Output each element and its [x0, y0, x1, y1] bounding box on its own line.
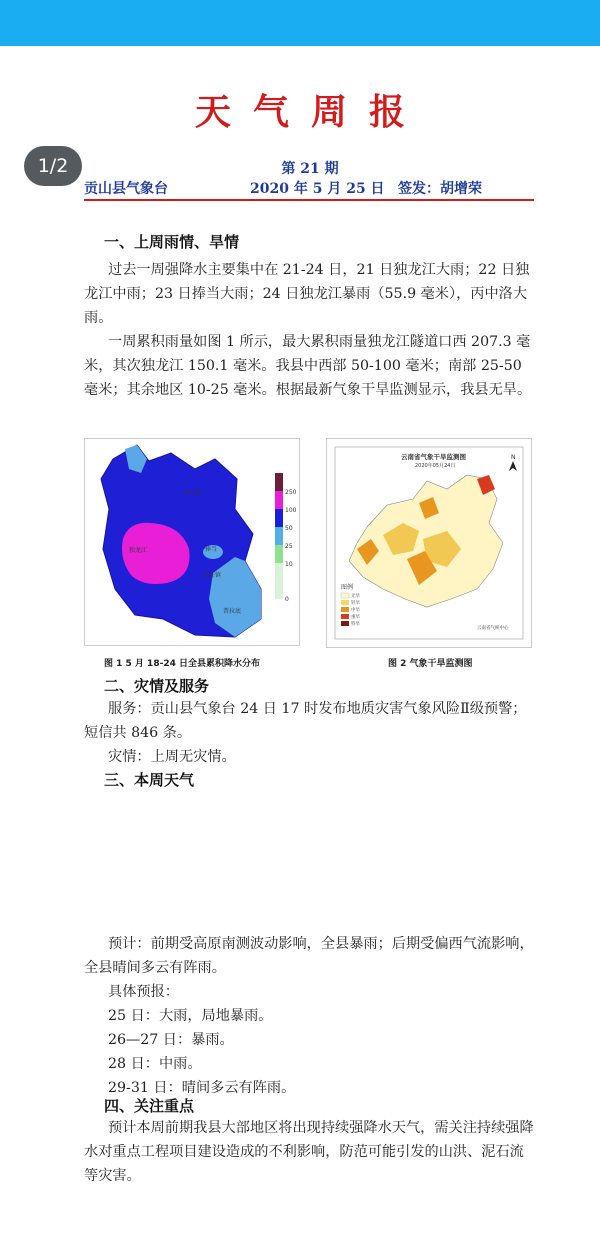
header-divider: [84, 199, 534, 201]
legend-swatch-moderate: [341, 607, 349, 612]
page-indicator-badge[interactable]: 1/2: [24, 146, 82, 186]
legend-swatch-light: [341, 600, 349, 605]
forecast-item: 26—27 日：暴雨。: [108, 1032, 234, 1048]
drought-map-credit: 云南省气候中心: [477, 626, 509, 631]
legend-swatch-25: [275, 527, 283, 545]
legend-label-25: 25: [285, 543, 293, 550]
drought-map-date: 2020年05月24日: [415, 463, 456, 469]
section2-heading: 二、灾情及服务: [104, 677, 210, 695]
forecast-item: 29-31 日：晴间多云有阵雨。: [108, 1080, 296, 1096]
forecast-item: 25 日：大雨，局地暴雨。: [108, 1008, 273, 1024]
header-org: 贡山县气象台: [84, 181, 168, 197]
section1-body: [84, 258, 534, 402]
section3-forecast: 预计：前期受高原南测波动影响，全县暴雨；后期受偏西气流影响，全县晴间多云有阵雨。: [84, 936, 534, 976]
legend-swatch-0: [275, 563, 283, 599]
section4-text: 预计本周前期我县大部地区将出现持续强降水天气，需关注持续强降水对重点工程项目建设造成的不利影响，防范可能引发的山洪、泥石流等灾害。: [84, 1120, 534, 1184]
legend-label-0: 0: [285, 596, 289, 603]
legend-label-100: 100: [285, 507, 297, 514]
legend-label-moderate: 中旱: [351, 608, 360, 613]
issue-number: 第 21 期: [281, 161, 339, 177]
legend-label-10: 10: [285, 561, 293, 568]
page-title: 天气周报: [194, 91, 427, 133]
map-label-pulatdi: 普拉底: [223, 608, 242, 615]
section3-heading: 三、本周天气: [104, 771, 195, 789]
north-arrow-label: N: [511, 454, 516, 461]
rainfall-map-svg: [85, 439, 299, 645]
forecast-item: 28 日：中雨。: [108, 1056, 202, 1072]
legend-swatch-none: [341, 593, 349, 598]
legend-label-light: 轻旱: [351, 601, 360, 606]
legend-label-50: 50: [285, 525, 293, 532]
legend-swatch-10: [275, 545, 283, 563]
drought-map-svg: [327, 439, 531, 647]
figure1-caption: 图 1 5 月 18-24 日全县累积降水分布: [104, 659, 260, 669]
header-signer: 签发：胡增荣: [398, 181, 482, 197]
section3-detail-title: 具体预报：: [108, 984, 179, 1000]
figure1-rainfall-map: [84, 438, 300, 646]
top-status-bar: [0, 0, 600, 46]
section4-heading: 四、关注重点: [104, 1097, 195, 1115]
legend-label-extreme: 特旱: [351, 622, 360, 627]
drought-map-title: 云南省气象干旱监测图: [401, 453, 466, 461]
figure2-caption: 图 2 气象干旱监测图: [388, 659, 473, 669]
legend-swatch-100: [275, 491, 283, 509]
legend-label-none: 无旱: [351, 594, 360, 599]
section4-body: [84, 1116, 534, 1188]
legend-swatch-extreme: [341, 621, 349, 626]
rainfall-legend: [275, 473, 297, 603]
figure2-drought-map: [326, 438, 532, 648]
section2-service: 服务：贡山县气象台 24 日 17 时发布地质灾害气象风险Ⅱ级预警；短信共 846 条。: [84, 701, 527, 741]
map-label-bingzhongluo: 丙中洛: [183, 490, 202, 497]
legend-swatch-severe: [341, 614, 349, 619]
legend-label-severe: 重旱: [351, 615, 360, 620]
section2-body: [84, 697, 534, 769]
section1-paragraph-2: 一周累积雨量如图 1 所示，最大累积雨量独龙江隧道口西 207.3 毫米，其次独龙江 150.1 毫米。我县中西部 50-100 毫米；南部 25-50 毫米；其余地区 10-25 毫米。根据最新气象干旱监测显示，我县无旱。: [84, 334, 532, 398]
legend-label-250: 250: [285, 489, 297, 496]
map-label-cikai: 茨开镇: [203, 572, 222, 579]
section1-heading: 一、上周雨情、旱情: [104, 233, 240, 251]
section3-body: [84, 932, 534, 1100]
legend-swatch-250: [275, 473, 283, 491]
drought-legend-title: 图例: [341, 584, 354, 591]
map-label-dulongjiang: 独龙江: [129, 547, 148, 554]
section2-disaster: 灾情：上周无灾情。: [108, 749, 236, 765]
map-label-pengdang: 捧当: [205, 546, 218, 553]
section1-paragraph-1: 过去一周强降水主要集中在 21-24 日，21 日独龙江大雨；22 日独龙江中雨；23 日捧当大雨；24 日独龙江暴雨（55.9 毫米），丙中洛大雨。: [84, 262, 530, 326]
legend-swatch-50: [275, 509, 283, 527]
header-date: 2020 年 5 月 25 日: [250, 181, 385, 197]
